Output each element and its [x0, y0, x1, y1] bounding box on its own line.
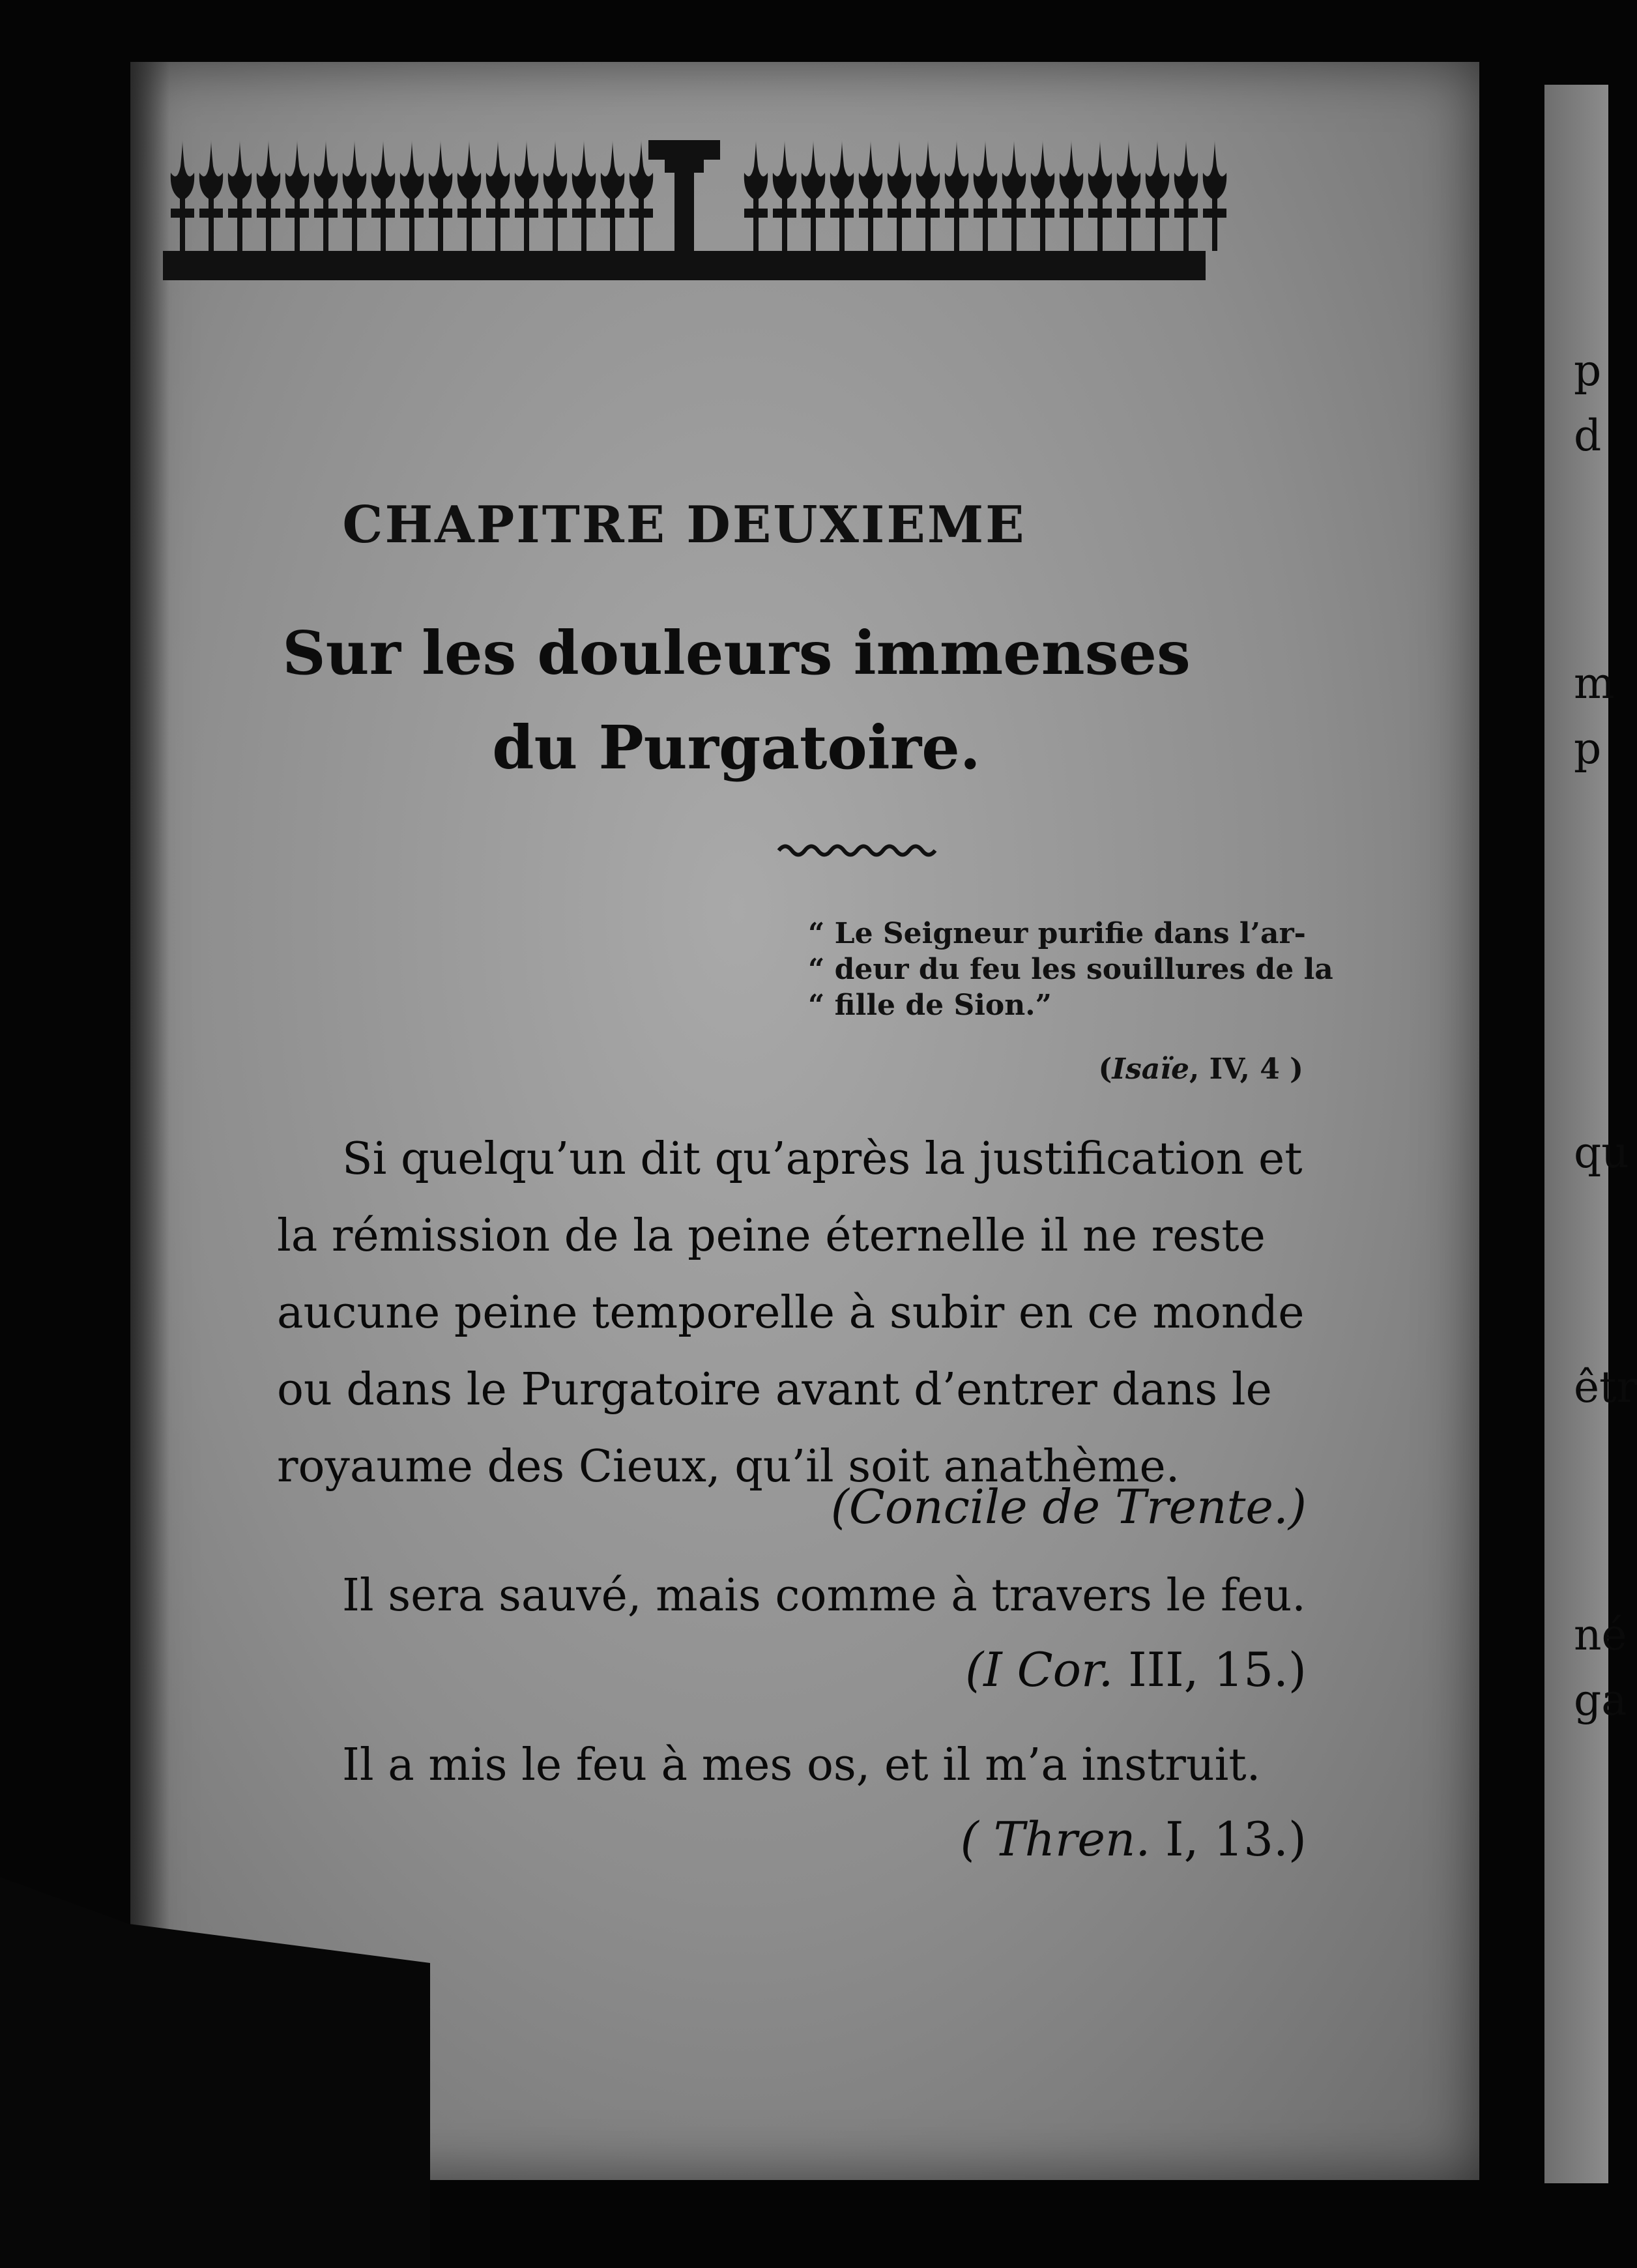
fleuron-motif — [228, 140, 252, 251]
decorative-rule — [779, 841, 942, 860]
facing-page-fragment: m — [1574, 658, 1615, 708]
passage-line: aucune peine temporelle à subir en ce monde — [277, 1287, 1305, 1339]
fleuron-bar — [543, 209, 567, 218]
citation-council — [277, 1479, 1307, 1534]
fleuron-bar — [400, 209, 424, 218]
fleuron-motif — [1060, 140, 1083, 251]
citation-ref: , IV, 4 ) — [1189, 1053, 1303, 1086]
fleuron-bar — [171, 209, 194, 218]
passage-council — [277, 1121, 1372, 1505]
citation-open: ( — [1098, 1053, 1112, 1086]
fleuron-bar — [515, 209, 538, 218]
citation-corinthians — [277, 1642, 1307, 1697]
citation-ref: I, 13.) — [1150, 1812, 1307, 1867]
fleuron-bar — [1088, 209, 1112, 218]
facing-page-fragment: né — [1574, 1610, 1627, 1660]
facing-page-edge — [1544, 85, 1637, 2183]
fleuron-motif — [859, 140, 882, 251]
fleuron-motif — [1088, 140, 1112, 251]
fleuron-bar — [257, 209, 280, 218]
fleuron-bar — [1060, 209, 1083, 218]
epigraph — [808, 916, 1375, 1023]
citation-lamentations — [277, 1812, 1307, 1867]
fleuron-motif — [371, 140, 395, 251]
fleuron-motif — [1117, 140, 1140, 251]
passage-line: ou dans le Purgatoire avant d’entrer dans le — [277, 1364, 1272, 1416]
chapter-heading: CHAPITRE DEUXIEME — [342, 495, 1026, 555]
fleuron-bar — [945, 209, 968, 218]
facing-page-fragment: qu — [1574, 1127, 1629, 1178]
fleuron-bar — [1203, 209, 1226, 218]
citation-title: (Concile de Trente.) — [830, 1479, 1307, 1534]
fleuron-bar — [1117, 209, 1140, 218]
fleuron-bar — [601, 209, 624, 218]
epigraph-line: “ fille de Sion.” — [808, 989, 1052, 1022]
fleuron-bar — [1146, 209, 1169, 218]
fleuron-motif — [888, 140, 911, 251]
page-spine-shadow — [130, 62, 169, 2180]
fleuron-bar — [773, 209, 796, 218]
fleuron-bar — [371, 209, 395, 218]
fleuron-motif — [400, 140, 424, 251]
fleuron-motif — [744, 140, 768, 251]
facing-page-fragment: d — [1574, 411, 1602, 461]
fleuron-motif — [257, 140, 280, 251]
chapter-title: Sur les douleurs immenses du Purgatoire. — [282, 618, 1191, 783]
fleuron-motif — [1174, 140, 1198, 251]
citation-ref: III, 15.) — [1113, 1642, 1307, 1697]
fleuron-bar — [343, 209, 366, 218]
fleuron-bar — [830, 209, 854, 218]
fleuron-motif — [543, 140, 567, 251]
fleuron-bar — [314, 209, 338, 218]
passage-corinthians: Il sera sauvé, mais comme à travers le feu. — [342, 1570, 1306, 1621]
fleuron-motif — [457, 140, 481, 251]
epigraph-line: “ Le Seigneur purifie dans l’ar- — [808, 917, 1306, 950]
citation-title: ( Thren. — [960, 1812, 1151, 1867]
fleuron-bar — [486, 209, 510, 218]
fleuron-motif — [1002, 140, 1026, 251]
epigraph-line: “ deur du feu les souillures de la — [808, 953, 1333, 986]
fleuron-bar — [888, 209, 911, 218]
fleuron-bar — [228, 209, 252, 218]
fleuron-bar — [859, 209, 882, 218]
epigraph-citation — [808, 1053, 1303, 1086]
fleuron-bar — [572, 209, 596, 218]
fleuron-motif — [802, 140, 825, 251]
fleuron-motif — [773, 140, 796, 251]
fleuron-motif — [1146, 140, 1169, 251]
passage-line: Si quelqu’un dit qu’après la justification et — [342, 1133, 1303, 1185]
fleuron-bar — [199, 209, 223, 218]
fleuron-motif — [601, 140, 624, 251]
fleuron-motif — [1031, 140, 1054, 251]
fleuron-motif — [314, 140, 338, 251]
ornamental-border — [163, 121, 1206, 280]
fleuron-motif — [486, 140, 510, 251]
fleuron-bar — [285, 209, 309, 218]
fleuron-motif — [945, 140, 968, 251]
fleuron-bar — [429, 209, 452, 218]
facing-page-fragment: p — [1574, 345, 1602, 396]
fleuron-motif — [916, 140, 940, 251]
fleuron-motif — [285, 140, 309, 251]
facing-page-fragment: p — [1574, 723, 1602, 774]
fleuron-bar — [1174, 209, 1198, 218]
fleuron-bar — [1002, 209, 1026, 218]
fleuron-bar — [974, 209, 997, 218]
passage-line: la rémission de la peine éternelle il ne reste — [277, 1210, 1266, 1262]
fleuron-motif — [171, 140, 194, 251]
fleuron-motif — [572, 140, 596, 251]
citation-title: (I Cor. — [965, 1642, 1114, 1697]
fleuron-motif — [974, 140, 997, 251]
fleuron-motif — [515, 140, 538, 251]
fleuron-motif — [343, 140, 366, 251]
fleuron-bar — [457, 209, 481, 218]
fleuron-motif — [199, 140, 223, 251]
fleuron-bar — [916, 209, 940, 218]
fleuron-bar — [744, 209, 768, 218]
fleuron-motif — [429, 140, 452, 251]
fleuron-motif — [830, 140, 854, 251]
facing-page-fragment: êtr — [1574, 1362, 1637, 1412]
fleuron-bar — [1031, 209, 1054, 218]
passage-line: royaume des Cieux, qu’il soit anathème. — [277, 1441, 1180, 1492]
fleuron-bar — [802, 209, 825, 218]
passage-lamentations: Il a mis le feu à mes os, et il m’a instruit. — [342, 1739, 1261, 1791]
facing-page-fragment: ga — [1574, 1675, 1627, 1725]
citation-title: Isaïe — [1112, 1053, 1189, 1086]
fleuron-bar — [630, 209, 653, 218]
